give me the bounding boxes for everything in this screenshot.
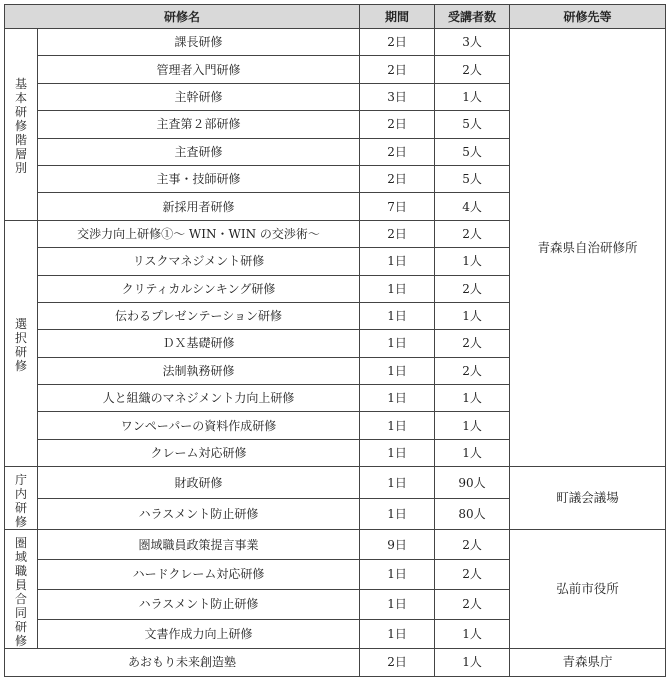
training-name: 課長研修 — [38, 29, 360, 56]
venue-aomori-prefectural-office: 青森県庁 — [510, 649, 666, 676]
training-name: 財政研修 — [38, 467, 360, 499]
period: 2日 — [360, 29, 435, 56]
participants: 2人 — [435, 275, 510, 302]
training-name: 交渉力向上研修①～ WIN・WIN の交渉術～ — [38, 220, 360, 247]
participants: 2人 — [435, 589, 510, 619]
training-table — [4, 4, 666, 677]
table-row — [5, 649, 666, 676]
participants: 1人 — [435, 248, 510, 275]
participants: 1人 — [435, 385, 510, 412]
period: 1日 — [360, 619, 435, 649]
participants: 5人 — [435, 165, 510, 192]
participants: 2人 — [435, 56, 510, 83]
training-name: 人と組織のマネジメント力向上研修 — [38, 385, 360, 412]
training-name: クレーム対応研修 — [38, 439, 360, 466]
participants: 1人 — [435, 649, 510, 676]
training-name: 管理者入門研修 — [38, 56, 360, 83]
participants: 3人 — [435, 29, 510, 56]
period: 7日 — [360, 193, 435, 220]
training-name: 主査第２部研修 — [38, 111, 360, 138]
training-name: 主査研修 — [38, 138, 360, 165]
participants: 2人 — [435, 530, 510, 560]
period: 1日 — [360, 275, 435, 302]
training-name: 主幹研修 — [38, 83, 360, 110]
training-name: リスクマネジメント研修 — [38, 248, 360, 275]
header-row — [5, 5, 666, 29]
training-name: ハードクレーム対応研修 — [38, 560, 360, 590]
period: 1日 — [360, 439, 435, 466]
period: 2日 — [360, 111, 435, 138]
header-venue: 研修先等 — [510, 5, 666, 29]
group-label-regional: 圏域職員合同研修 — [5, 530, 38, 649]
header-participants: 受講者数 — [435, 5, 510, 29]
training-name: 法制執務研修 — [38, 357, 360, 384]
participants: 5人 — [435, 111, 510, 138]
period: 1日 — [360, 412, 435, 439]
period: 1日 — [360, 357, 435, 384]
group-label-elective: 選択研修 — [5, 220, 38, 467]
participants: 2人 — [435, 330, 510, 357]
participants: 90人 — [435, 467, 510, 499]
participants: 80人 — [435, 498, 510, 530]
training-name: ハラスメント防止研修 — [38, 498, 360, 530]
header-period: 期間 — [360, 5, 435, 29]
venue-town-assembly: 町議会議場 — [510, 467, 666, 530]
participants: 1人 — [435, 83, 510, 110]
period: 1日 — [360, 467, 435, 499]
training-name: あおもり未来創造塾 — [5, 649, 360, 676]
participants: 1人 — [435, 619, 510, 649]
period: 1日 — [360, 560, 435, 590]
header-training-name: 研修名 — [5, 5, 360, 29]
participants: 1人 — [435, 302, 510, 329]
period: 9日 — [360, 530, 435, 560]
table-row — [5, 29, 666, 56]
table-row — [5, 467, 666, 499]
participants: 5人 — [435, 138, 510, 165]
participants: 1人 — [435, 439, 510, 466]
participants: 2人 — [435, 357, 510, 384]
training-name: ハラスメント防止研修 — [38, 589, 360, 619]
venue-hirosaki-city-hall: 弘前市役所 — [510, 530, 666, 649]
training-name: 文書作成力向上研修 — [38, 619, 360, 649]
participants: 2人 — [435, 560, 510, 590]
group-label-basic: 基本研修 階層別 — [5, 29, 38, 221]
period: 1日 — [360, 589, 435, 619]
period: 1日 — [360, 248, 435, 275]
training-name: ワンペーパーの資料作成研修 — [38, 412, 360, 439]
participants: 1人 — [435, 412, 510, 439]
participants: 2人 — [435, 220, 510, 247]
period: 2日 — [360, 56, 435, 83]
period: 2日 — [360, 138, 435, 165]
period: 1日 — [360, 385, 435, 412]
period: 2日 — [360, 220, 435, 247]
participants: 4人 — [435, 193, 510, 220]
training-name: クリティカルシンキング研修 — [38, 275, 360, 302]
training-name: ＤＸ基礎研修 — [38, 330, 360, 357]
venue-prefectural-institute: 青森県自治研修所 — [510, 29, 666, 467]
training-name: 新採用者研修 — [38, 193, 360, 220]
period: 1日 — [360, 498, 435, 530]
period: 3日 — [360, 83, 435, 110]
training-name: 主事・技師研修 — [38, 165, 360, 192]
period: 2日 — [360, 165, 435, 192]
training-name: 伝わるプレゼンテーション研修 — [38, 302, 360, 329]
training-name: 圏域職員政策提言事業 — [38, 530, 360, 560]
period: 1日 — [360, 330, 435, 357]
table-row — [5, 530, 666, 560]
period: 2日 — [360, 649, 435, 676]
period: 1日 — [360, 302, 435, 329]
group-label-internal: 庁内研修 — [5, 467, 38, 530]
